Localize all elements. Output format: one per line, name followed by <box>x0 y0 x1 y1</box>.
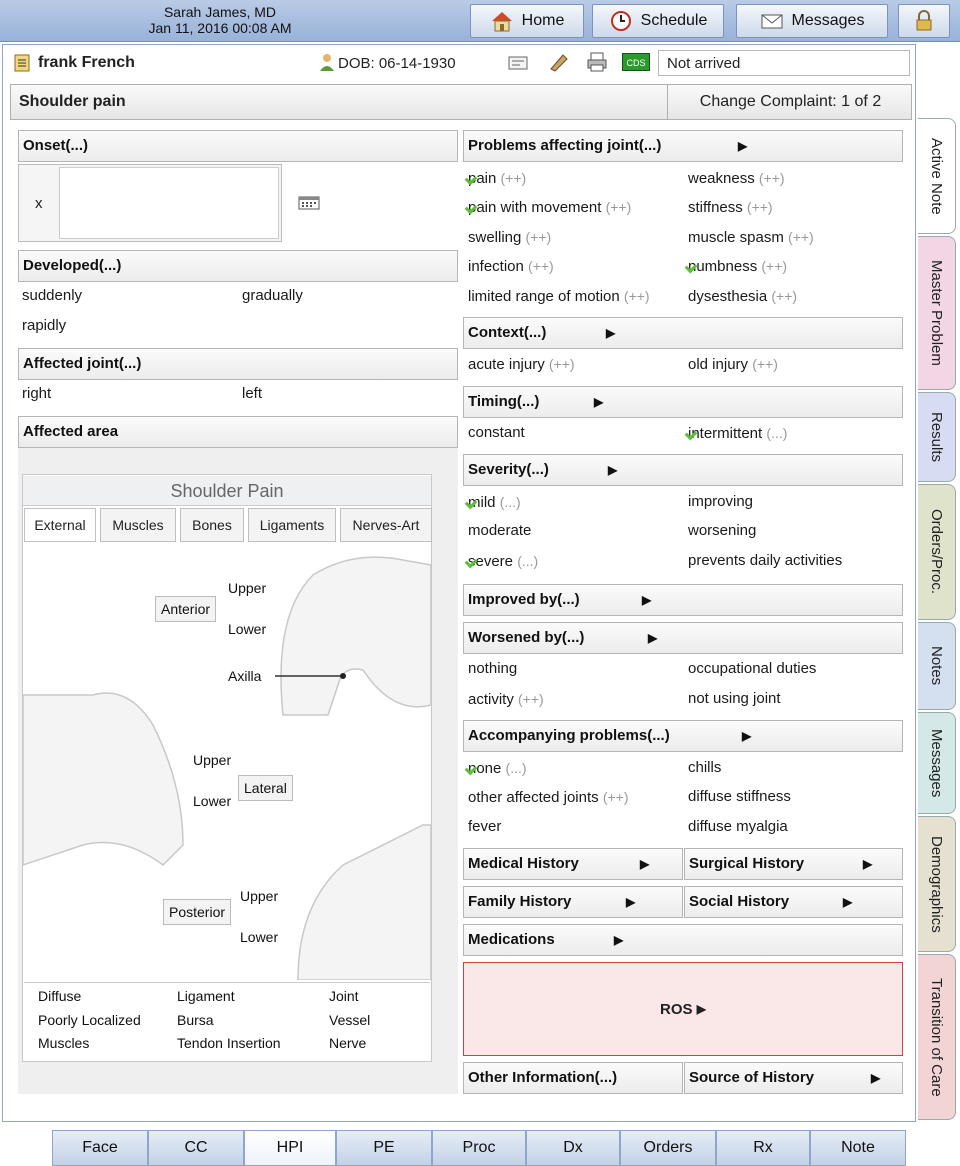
legend-bursa[interactable]: Bursa <box>177 1012 214 1028</box>
messages-button[interactable] <box>736 4 888 38</box>
context-expand-icon: ▶ <box>606 326 616 340</box>
legend-tendon-insertion[interactable]: Tendon Insertion <box>177 1035 281 1051</box>
anterior-upper-label[interactable]: Upper <box>228 580 267 596</box>
social-history-button[interactable]: Social History ▶ <box>684 886 903 918</box>
family-history-button[interactable]: Family History ▶ <box>463 886 683 918</box>
joint-right[interactable]: right <box>22 385 52 402</box>
side-tab-demographics[interactable]: Demographics <box>918 816 956 952</box>
user-info <box>120 4 320 36</box>
bottom-tab-pe[interactable]: PE <box>336 1130 432 1166</box>
medical-history-button[interactable]: Medical History ▶ <box>463 848 683 880</box>
bottom-tab-hpi[interactable]: HPI <box>244 1130 336 1166</box>
side-tab-master-problem[interactable]: Master Problem <box>918 236 956 390</box>
affected-joint-header[interactable]: Affected joint(...) <box>18 348 458 380</box>
change-complaint-label: Change Complaint: 1 of 2 <box>699 93 882 110</box>
worsened-nothing[interactable]: nothing <box>468 660 518 677</box>
axilla-label[interactable]: Axilla <box>228 668 262 684</box>
diagram-tab-external[interactable]: External <box>24 508 96 542</box>
side-tab-active-note[interactable]: Active Note <box>918 118 956 234</box>
severity-worsening[interactable]: worsening <box>688 522 757 539</box>
surgical-history-button[interactable]: Surgical History ▶ <box>684 848 903 880</box>
change-complaint-button[interactable] <box>667 84 913 120</box>
notepad-icon <box>14 54 30 72</box>
legend-poorly-localized[interactable]: Poorly Localized <box>38 1012 141 1028</box>
social-history-arrow-icon: ▶ <box>843 895 853 909</box>
diagram-tab-muscles[interactable]: Muscles <box>100 508 176 542</box>
timing-header-label: Timing(...) <box>468 393 540 410</box>
accompanying-fever[interactable]: fever <box>468 818 502 835</box>
complaint-bar <box>10 84 912 120</box>
developed-rapidly[interactable]: rapidly <box>22 317 67 334</box>
posterior-upper-label[interactable]: Upper <box>240 888 279 904</box>
joint-left[interactable]: left <box>242 385 263 402</box>
schedule-label: Schedule <box>640 12 708 29</box>
complaint-title: Shoulder pain <box>19 93 126 110</box>
pen-icon[interactable] <box>548 52 570 72</box>
onset-input[interactable] <box>59 167 279 239</box>
legend-joint[interactable]: Joint <box>329 988 359 1004</box>
timing-constant[interactable]: constant <box>468 424 525 441</box>
developed-gradually[interactable]: gradually <box>242 287 303 304</box>
lock-icon <box>914 10 934 32</box>
envelope-icon <box>760 10 784 32</box>
lateral-lower-label[interactable]: Lower <box>193 793 232 809</box>
onset-clear-button[interactable]: x <box>35 195 43 212</box>
bottom-tab-cc[interactable]: CC <box>148 1130 244 1166</box>
medications-arrow-icon: ▶ <box>614 933 624 947</box>
printer-icon[interactable] <box>586 52 608 72</box>
severity-improving[interactable]: improving <box>688 493 754 510</box>
problem-weakness[interactable]: weakness (++) <box>688 170 785 187</box>
severity-moderate[interactable]: moderate <box>468 522 532 539</box>
accompanying-label: Accompanying problems(...) <box>468 727 670 744</box>
accompanying-diffuse-myalgia[interactable]: diffuse myalgia <box>688 818 788 835</box>
posterior-button[interactable]: Posterior <box>163 899 231 925</box>
accompanying-other-joints[interactable]: other affected joints (++) <box>468 789 629 806</box>
anterior-button[interactable]: Anterior <box>155 596 216 622</box>
posterior-lower-label[interactable]: Lower <box>240 929 279 945</box>
timing-header[interactable] <box>463 386 903 418</box>
bottom-tab-face[interactable]: Face <box>52 1130 148 1166</box>
problem-pain-with-movement[interactable]: pain with movement (++) <box>468 198 631 217</box>
accompanying-expand-icon: ▶ <box>742 729 752 743</box>
bottom-tab-dx[interactable]: Dx <box>526 1130 620 1166</box>
lock-button[interactable] <box>898 4 950 38</box>
home-button[interactable] <box>470 4 584 38</box>
problem-numbness[interactable]: numbness (++) <box>688 257 787 276</box>
problem-dysesthesia[interactable]: dysesthesia (++) <box>688 288 798 305</box>
severity-header[interactable] <box>463 454 903 486</box>
card-icon[interactable] <box>508 56 528 70</box>
patient-name[interactable]: frank French <box>38 54 135 71</box>
severity-severe[interactable]: severe (...) <box>468 552 538 571</box>
problem-stiffness[interactable]: stiffness (++) <box>688 199 773 216</box>
side-tab-notes[interactable]: Notes <box>918 622 956 710</box>
problems-expand-icon: ▶ <box>738 139 748 153</box>
anterior-lower-label[interactable]: Lower <box>228 621 267 637</box>
accompanying-diffuse-stiffness[interactable]: diffuse stiffness <box>688 788 791 805</box>
datetime: Jan 11, 2016 00:08 AM <box>148 20 292 36</box>
onset-field <box>18 164 282 242</box>
legend-muscles[interactable]: Muscles <box>38 1035 90 1051</box>
diagram-tab-ligaments[interactable]: Ligaments <box>248 508 336 542</box>
home-icon <box>490 10 514 32</box>
home-label: Home <box>521 12 565 29</box>
medical-history-arrow-icon: ▶ <box>640 857 650 871</box>
side-tab-transition-of-care[interactable]: Transition of Care <box>918 954 956 1120</box>
ros-arrow-icon: ▶ <box>696 1002 706 1016</box>
axilla-marker <box>340 673 346 679</box>
calendar-icon[interactable] <box>298 196 320 210</box>
timing-intermittent[interactable]: intermittent (...) <box>688 424 787 443</box>
severity-header-label: Severity(...) <box>468 461 549 478</box>
schedule-button[interactable] <box>592 4 724 38</box>
user-name: Sarah James, MD <box>163 4 277 20</box>
side-tab-results[interactable]: Results <box>918 392 956 482</box>
other-information-button[interactable]: Other Information(...) <box>463 1062 683 1094</box>
cds-badge[interactable]: CDS <box>622 53 650 71</box>
bottom-tab-orders[interactable]: Orders <box>620 1130 716 1166</box>
problem-infection[interactable]: infection (++) <box>468 258 554 275</box>
accompanying-none[interactable]: none (...) <box>468 759 527 778</box>
developed-header[interactable]: Developed(...) <box>18 250 458 282</box>
improved-expand-icon: ▶ <box>642 593 652 607</box>
worsened-by-header[interactable] <box>463 622 903 654</box>
severity-mild[interactable]: mild (...) <box>468 493 521 512</box>
developed-suddenly[interactable]: suddenly <box>22 287 83 304</box>
improved-by-label: Improved by(...) <box>468 591 580 608</box>
lateral-button[interactable]: Lateral <box>238 775 293 801</box>
severity-prevents-daily[interactable]: prevents daily activities <box>688 552 843 569</box>
problem-muscle-spasm[interactable]: muscle spasm (++) <box>688 229 814 246</box>
surgical-history-arrow-icon: ▶ <box>863 857 873 871</box>
affected-area-header: Affected area <box>18 416 458 448</box>
diagram-tab-bones[interactable]: Bones <box>180 508 244 542</box>
worsened-occupational[interactable]: occupational duties <box>688 660 817 677</box>
worsened-expand-icon: ▶ <box>648 631 658 645</box>
timing-expand-icon: ▶ <box>594 395 604 409</box>
worsened-by-label: Worsened by(...) <box>468 629 585 646</box>
context-header[interactable] <box>463 317 903 349</box>
problem-pain[interactable]: pain (++) <box>468 169 526 188</box>
source-of-history-button[interactable]: Source of History ▶ <box>684 1062 903 1094</box>
worsened-activity[interactable]: activity (++) <box>468 691 544 708</box>
clock-icon <box>609 10 633 32</box>
onset-header[interactable]: Onset(...) <box>18 130 458 162</box>
accompanying-chills[interactable]: chills <box>688 759 722 776</box>
ros-button[interactable]: ROS ▶ <box>463 962 903 1056</box>
side-tab-orders-proc[interactable]: Orders/Proc. <box>918 484 956 620</box>
bottom-tab-proc[interactable]: Proc <box>432 1130 526 1166</box>
family-history-arrow-icon: ▶ <box>626 895 636 909</box>
problem-limited-range[interactable]: limited range of motion (++) <box>468 288 650 305</box>
patient-bar <box>4 48 914 78</box>
bottom-tab-note[interactable]: Note <box>810 1130 906 1166</box>
accompanying-header[interactable] <box>463 720 903 752</box>
side-tab-messages[interactable]: Messages <box>918 712 956 814</box>
medications-button[interactable]: Medications ▶ <box>463 924 903 956</box>
person-icon <box>318 52 336 72</box>
top-bar <box>0 0 960 42</box>
lateral-upper-label[interactable]: Upper <box>193 752 232 768</box>
severity-expand-icon: ▶ <box>608 463 618 477</box>
bottom-tab-rx[interactable]: Rx <box>716 1130 810 1166</box>
problems-header-label: Problems affecting joint(...) <box>468 137 662 154</box>
worsened-not-using-joint[interactable]: not using joint <box>688 690 781 707</box>
context-old-injury[interactable]: old injury (++) <box>688 356 778 373</box>
problems-header[interactable] <box>463 130 903 162</box>
arrival-status: Not arrived <box>667 55 741 72</box>
patient-dob: DOB: 06-14-1930 <box>338 55 456 72</box>
context-acute-injury[interactable]: acute injury (++) <box>468 356 575 373</box>
legend-diffuse[interactable]: Diffuse <box>38 988 82 1004</box>
legend-vessel[interactable]: Vessel <box>329 1012 371 1028</box>
source-history-arrow-icon: ▶ <box>871 1071 881 1085</box>
problem-swelling[interactable]: swelling (++) <box>468 229 552 246</box>
legend-nerve[interactable]: Nerve <box>329 1035 367 1051</box>
messages-label: Messages <box>791 12 865 29</box>
diagram-title: Shoulder Pain <box>23 476 431 506</box>
arrival-status-field[interactable] <box>658 50 910 76</box>
legend-ligament[interactable]: Ligament <box>177 988 235 1004</box>
diagram-tab-nerves-art[interactable]: Nerves-Art <box>340 508 432 542</box>
improved-by-header[interactable] <box>463 584 903 616</box>
context-header-label: Context(...) <box>468 324 547 341</box>
